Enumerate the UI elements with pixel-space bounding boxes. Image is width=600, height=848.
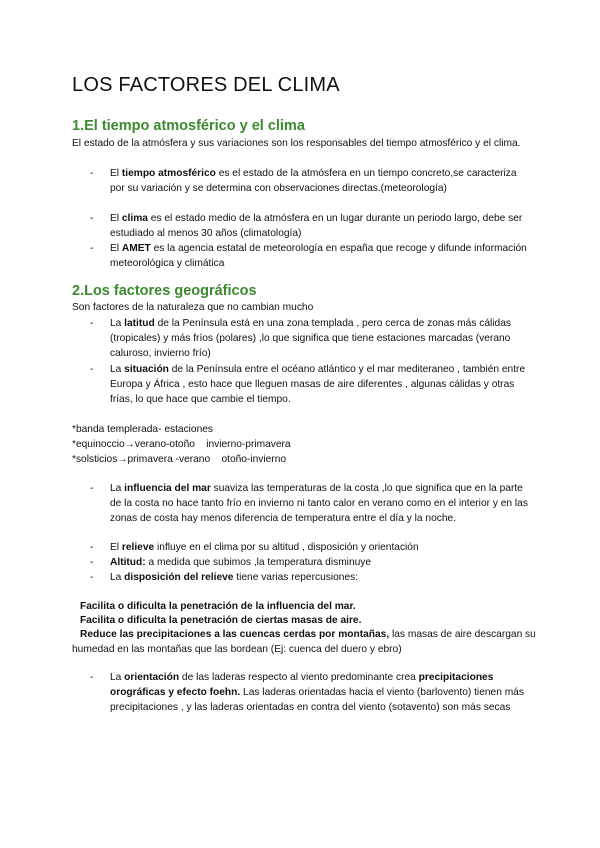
item-text: de la Península está en una zona templada , pero cerca de zonas más cálidas (tropicales) y más fríos (polares) ,lo que significa que tiene estaciones marcadas (verano caluroso, invierno frío) — [110, 318, 511, 359]
item-pre: El — [110, 243, 122, 254]
note-line: *solsticios→primavera -verano otoño-invierno — [72, 454, 287, 465]
item-text: es el estado medio de la atmósfera en un lugar durante un periodo largo, debe ser estudiado al menos 30 años (climatología) — [110, 213, 523, 239]
bullet-dash: - — [90, 318, 94, 329]
list-item — [90, 362, 530, 407]
item-pre: El — [110, 542, 122, 553]
bullet-dash: - — [90, 542, 94, 553]
item-text-2: Las laderas orientadas hacia el viento (barlovento) tienen más precipitaciones , y las laderas orientadas en contra del viento (sotavento) son más secas — [110, 687, 524, 713]
bullet-dash: - — [90, 168, 94, 179]
precip-bold: Reduce las precipitaciones a las cuencas cerdas por montañas, — [80, 629, 390, 640]
section-2-heading: 2.Los factores geográficos — [72, 283, 257, 299]
item-term: latitud — [124, 318, 155, 329]
item-term: situación — [124, 364, 169, 375]
item-term: relieve — [121, 542, 155, 553]
factor-line: Facilita o dificulta la penetración de la influencia del mar. — [80, 601, 356, 612]
list-item — [90, 316, 530, 361]
list-item — [90, 555, 530, 570]
item-text: es el estado de la atmósfera en un tiempo concreto,se caracteriza por su variación y se determina con observaciones directas.(meteorología) — [110, 168, 517, 194]
list-item — [90, 670, 530, 715]
page-title: LOS FACTORES DEL CLIMA — [72, 74, 340, 96]
item-term: orientación — [124, 672, 180, 683]
factor-line: Facilita o dificulta la penetración de ciertas masas de aire. — [80, 615, 362, 626]
section-2-intro: Son factores de la naturaleza que no cambian mucho — [72, 302, 314, 313]
bullet-dash: - — [90, 557, 94, 568]
list-item — [90, 166, 530, 196]
item-text: influye en el clima por su altitud , disposición y orientación — [154, 542, 419, 553]
bullet-dash: - — [90, 572, 94, 583]
item-text: de las laderas respecto al viento predominante crea — [179, 672, 419, 683]
section-1-intro: El estado de la atmósfera y sus variaciones son los responsables del tiempo atmosférico y el clima. — [72, 138, 521, 149]
precipitation-paragraph — [72, 627, 542, 657]
item-term: tiempo atmosférico — [121, 168, 216, 179]
list-item — [90, 481, 530, 526]
item-pre: El — [110, 213, 122, 224]
section-1-heading: 1.El tiempo atmosférico y el clima — [72, 118, 305, 134]
item-pre: La — [110, 318, 125, 329]
bullet-dash: - — [90, 243, 94, 254]
precip-text: las masas de aire descargan su humedad en las montañas que las bordean (Ej: cuenca del duero y ebro) — [72, 629, 536, 655]
item-term: Altitud: — [110, 557, 146, 568]
item-pre: La — [110, 483, 125, 494]
item-term: disposición del relieve — [124, 572, 234, 583]
item-term: influencia del mar — [124, 483, 211, 494]
bullet-dash: - — [90, 672, 94, 683]
item-pre: La — [110, 672, 125, 683]
list-item — [90, 211, 530, 241]
bullet-dash: - — [90, 213, 94, 224]
list-item — [90, 540, 530, 555]
item-text: suaviza las temperaturas de la costa ,lo que significa que en la parte de la costa no hace tanto frío en invierno ni tanto calor en verano como en el interior y en las zonas de costa hay menos diferencia de temperatura entre el día y la noche. — [110, 483, 528, 524]
item-pre: El — [110, 168, 122, 179]
item-text: de la Península entre el océano atlántico y el mar mediteraneo , también entre Europa y África , esto hace que lleguen masas de aire diferentes , algunas cálidas y otras frías, lo que hace que cambie el tiempo. — [110, 364, 526, 405]
list-item — [90, 241, 530, 271]
list-item — [90, 570, 530, 585]
item-text: tiene varias repercusiones: — [233, 572, 359, 583]
item-pre: La — [110, 364, 125, 375]
item-term-2: precipitaciones orográficas y efecto foehn. — [110, 672, 494, 698]
item-text: es la agencia estatal de meteorología en españa que recoge y difunde información meteorológica y climática — [110, 243, 527, 269]
note-line: *banda templerada- estaciones — [72, 424, 214, 435]
note-line: *equinoccio→verano-otoño invierno-primavera — [72, 439, 291, 450]
bullet-dash: - — [90, 483, 94, 494]
item-term: clima — [121, 213, 148, 224]
bullet-dash: - — [90, 364, 94, 375]
item-text: a medida que subimos ,la temperatura disminuye — [145, 557, 372, 568]
item-term: AMET — [121, 243, 151, 254]
item-pre: La — [110, 572, 125, 583]
